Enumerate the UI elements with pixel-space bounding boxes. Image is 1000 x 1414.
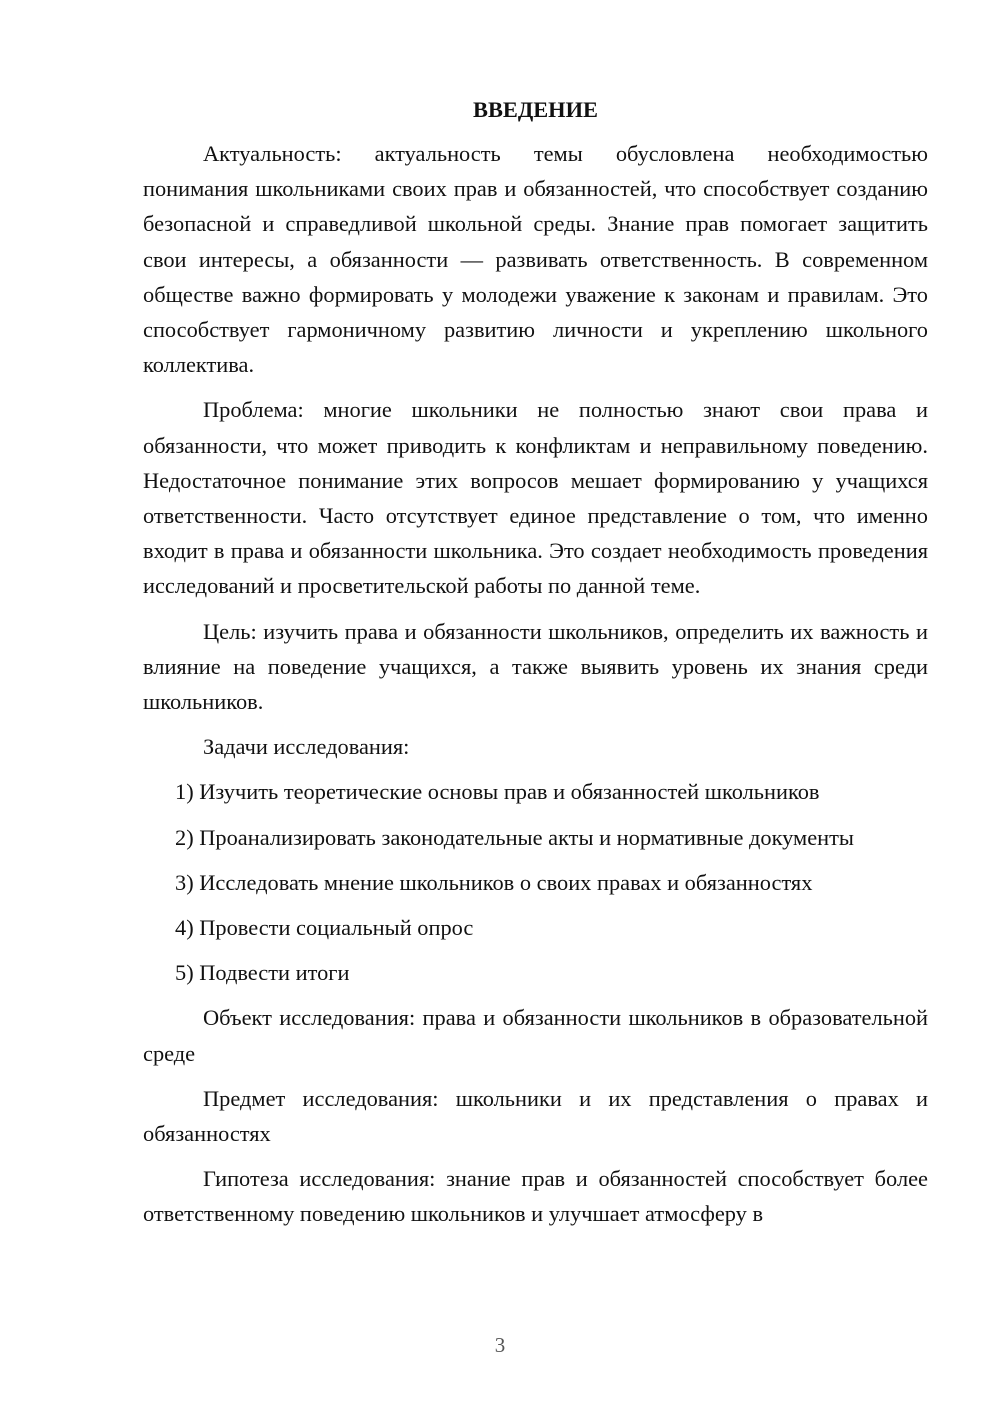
task-item-3: 3) Исследовать мнение школьников о своих правах и обязанностях	[175, 869, 813, 895]
paragraph-hypothesis: Гипотеза исследования: знание прав и обязанностей способствует более ответственному поведению школьников и улучшает атмосферу в	[143, 1166, 928, 1227]
paragraph-subject: Предмет исследования: школьники и их представления о правах и обязанностях	[143, 1085, 928, 1147]
paragraph-goal: Цель: изучить права и обязанности школьников, определить их важность и влияние на поведение учащихся, а также выявить уровень их знания среди школьников.	[143, 618, 928, 715]
task-item-4: 4) Провести социальный опрос	[175, 915, 474, 941]
paragraph-object: Объект исследования: права и обязанности школьников в образовательной среде	[143, 1005, 928, 1066]
document-page	[143, 92, 928, 1242]
task-item-5: 5) Подвести итоги	[175, 960, 350, 986]
task-item-1: 1) Изучить теоретические основы прав и обязанностей школьников	[175, 779, 820, 805]
task-item-2: 2) Проанализировать законодательные акты и нормативные документы	[175, 824, 854, 850]
section-title: ВВЕДЕНИЕ	[473, 97, 598, 122]
paragraph-relevance: Актуальность: актуальность темы обусловлена необходимостью понимания школьниками своих прав и обязанностей, что способствует созданию безопасной и справедливой школьной среды. Знание прав помогает защитить свои интересы, а обязанности — развивать ответственность. В современном обществе важно формировать у молодежи уважение к законам и правилам. Это способствует гармоничному развитию личности и укреплению школьного коллектива.	[143, 141, 928, 378]
page-number: 3	[494, 1333, 506, 1357]
paragraph-problem: Проблема: многие школьники не полностью знают свои права и обязанности, что может приводить к конфликтам и неправильному поведению. Недостаточное понимание этих вопросов мешает формированию у учащихся ответственности. Часто отсутствует единое представление о том, что именно входит в права и обязанности школьника. Это создает необходимость проведения исследований и просветительской работы по данной теме.	[143, 397, 928, 599]
tasks-heading: Задачи исследования:	[203, 734, 410, 760]
